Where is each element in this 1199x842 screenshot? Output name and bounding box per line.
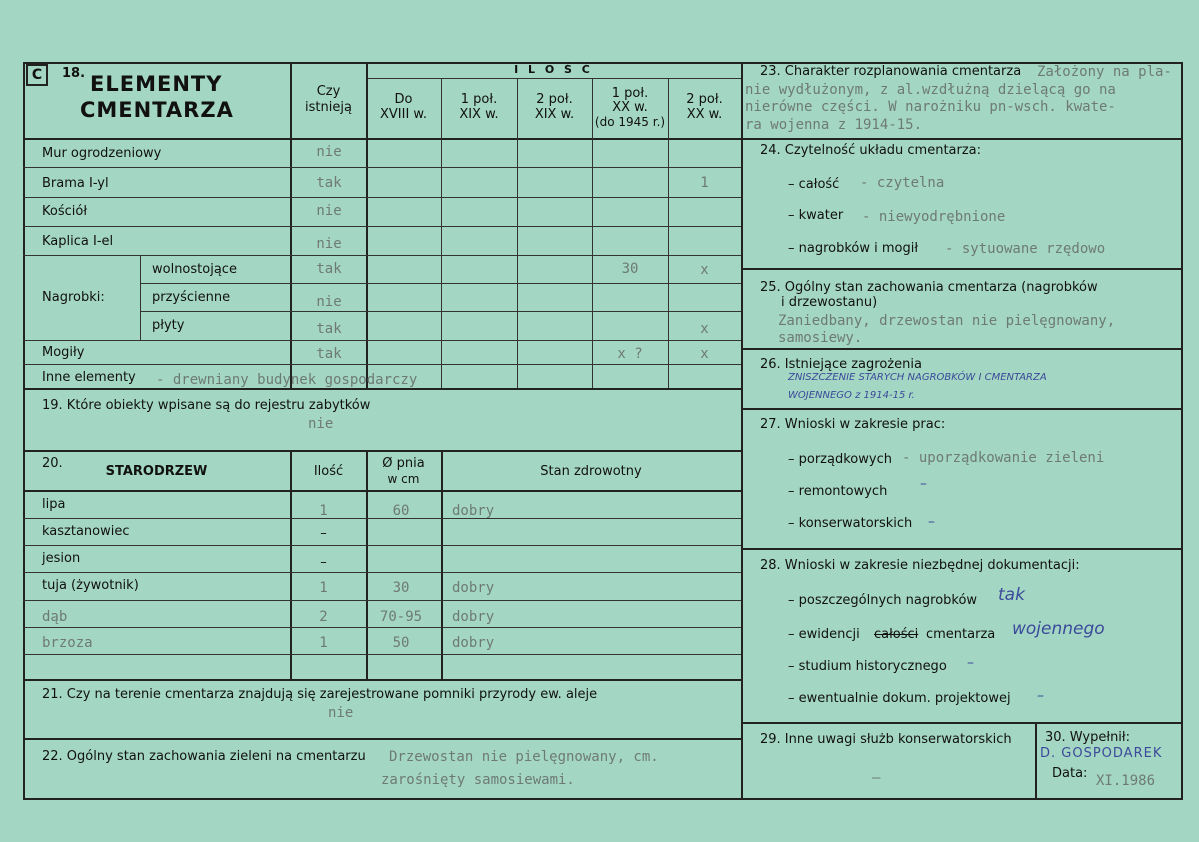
divider [23,138,741,140]
field-value: x [700,262,709,278]
row-label: Kościół [42,204,88,219]
tree-condition: dobry [452,503,495,519]
handwritten-value: – [928,514,935,530]
field-value: 30 [621,261,639,277]
field-value: - sytuowane rzędowo [945,241,1106,257]
divider [517,78,518,388]
sub-label: – ewidencji [788,627,860,642]
handwritten-value: – [920,476,927,492]
sub-label: – całość [788,177,840,192]
divider [741,722,1183,724]
sub-label: cmentarza [926,627,996,642]
column-header: Stan zdrowotny [540,464,642,479]
divider [741,548,1183,550]
question-label: 27. Wnioski w zakresie prac: [760,417,946,432]
sub-label: – remontowych [788,484,888,499]
question-label: i drzewostanu) [781,295,878,310]
divider [741,268,1183,270]
divider [1035,722,1037,800]
tree-diameter: 30 [392,580,410,596]
column-header: Do [394,92,413,107]
field-value: zarośnięty samosiewami. [381,772,575,788]
handwritten-value: tak [998,585,1025,605]
column-header: 2 poł. [686,92,723,107]
row-label: Mur ogrodzeniowy [42,146,162,161]
tree-name: lipa [42,497,66,512]
field-value: tak [316,346,342,362]
field-value: - uporządkowanie zieleni [902,450,1105,466]
divider [23,600,741,601]
divider [23,226,741,227]
field-value: Drzewostan nie pielęgnowany, cm. [389,749,659,765]
tree-diameter: 70-95 [379,609,423,625]
field-value: nie [328,705,354,721]
divider [741,348,1183,350]
column-header: 2 poł. [536,92,573,107]
sub-label: – nagrobków i mogił [788,241,919,256]
handwritten-value: – [967,655,974,671]
field-value: – [872,770,881,786]
field-value: nie [308,416,334,432]
column-header: 1 poł. [460,92,498,107]
column-header: (do 1945 r.) [594,115,666,129]
tree-count: – [320,555,327,570]
field-value: - niewyodrębnione [862,209,1006,225]
field-value: nierówne części. W narożniku pn-wsch. kwate- [745,99,1116,115]
column-header: XVIII w. [379,107,427,122]
tree-name: jesion [42,551,81,566]
column-header: Ø pnia [382,456,425,471]
column-header: XX w. [612,100,648,115]
question-label: 28. Wnioski w zakresie niezbędnej dokumentacji: [760,558,1080,573]
row-label: przyścienne [152,290,231,305]
handwritten-value: ZNISZCZENIE STARYCH NAGROBKÓW I CMENTARZA [788,372,1047,383]
row-label: Nagrobki: [42,290,105,305]
divider [23,679,741,681]
column-header: XIX w. [459,107,499,122]
divider [23,388,741,390]
divider [140,255,141,340]
divider [23,167,741,168]
tree-name: brzoza [42,635,93,651]
column-header: XX w. [686,107,723,122]
field-value: nie wydłużonym, z al.wzdłużną dzielącą go na [745,82,1116,98]
row-label: płyty [152,318,185,333]
section-number: 20. [42,456,63,471]
sub-label: – kwater [788,208,844,223]
column-header: Czy [316,84,341,99]
divider [366,78,741,79]
tree-diameter: 60 [392,503,410,519]
column-header: I L O Ś Ć [514,63,593,76]
divider [23,197,741,198]
handwritten-value: – [1037,688,1044,704]
tree-count: 2 [319,609,328,625]
tree-diameter: 50 [392,635,410,651]
question-label: 22. Ogólny stan zachowania zieleni na cmentarzu [42,749,366,764]
row-label: Brama I-yl [42,176,109,191]
divider [441,78,442,388]
question-label: 29. Inne uwagi służb konserwatorskich [760,732,1012,747]
divider [23,627,741,628]
field-value: x [700,321,709,337]
tree-name: kasztanowiec [42,524,130,539]
divider [441,450,443,679]
section-number: 18. [62,66,86,81]
divider [23,450,741,452]
handwritten-value: wojennego [1012,619,1105,639]
section-title: CMENTARZA [80,98,234,122]
tree-name: dąb [42,609,68,625]
question-label: 30. Wypełnił: [1045,730,1130,745]
field-value: ra wojenna z 1914-15. [745,117,923,133]
column-header: XIX w. [534,107,575,122]
field-value: nie [316,144,342,160]
divider [741,138,1183,140]
field-value: nie [316,236,342,252]
date-value: XI.1986 [1096,773,1156,789]
field-value: x [700,346,709,362]
field-value: tak [316,261,342,277]
divider [23,255,741,256]
divider [23,572,741,573]
row-label: Mogiły [42,345,85,360]
section-title: ELEMENTY [90,72,223,96]
tree-name: tuja (żywotnik) [42,578,139,593]
divider [140,311,741,312]
sub-label: – poszczególnych nagrobków [788,593,978,608]
tree-count: 1 [319,635,328,651]
tree-count: 1 [319,503,328,519]
field-value: Założony na pla- [1037,64,1172,80]
handwritten-value: WOJENNEGO z 1914-15 r. [788,390,915,401]
tree-condition: dobry [452,580,495,596]
field-value: - czytelna [860,175,945,191]
field-value: 1 [700,175,709,191]
section-letter-box: C [26,64,48,86]
column-header: 1 poł. [611,86,649,101]
row-label: wolnostojące [152,262,237,277]
sub-label: – ewentualnie dokum. projektowej [788,691,1011,706]
question-label: 19. Które obiekty wpisane są do rejestru zabytków [42,398,371,413]
question-label: 25. Ogólny stan zachowania cmentarza (nagrobków [760,280,1098,295]
field-value: - drewniany budynek gospodarczy [156,372,418,388]
row-label: Kaplica I-el [42,234,114,249]
tree-condition: dobry [452,635,495,651]
divider [741,62,743,800]
tree-condition: dobry [452,609,495,625]
field-value: nie [316,294,342,310]
divider [23,490,741,492]
divider [23,545,741,546]
sub-label: – studium historycznego [788,659,947,674]
field-value: x ? [617,346,643,362]
column-header: Ilość [313,464,344,479]
divider [23,654,741,655]
handwritten-signature: D. GOSPODAREK [1040,746,1163,761]
tree-count: – [320,526,327,541]
date-label: Data: [1052,766,1088,781]
struck-word: całości [874,627,919,642]
field-value: tak [316,175,342,191]
field-value: Zaniedbany, drzewostan nie pielęgnowany, [778,313,1116,329]
question-label: 23. Charakter rozplanowania cmentarza [760,64,1022,79]
section-title: STARODRZEW [105,464,208,479]
column-header: istnieją [305,100,352,115]
question-label: 21. Czy na terenie cmentarza znajdują się zarejestrowane pomniki przyrody ew. aleje [42,687,598,702]
sub-label: – porządkowych [788,452,892,467]
divider [23,738,741,740]
divider [23,340,741,341]
divider [23,364,741,365]
question-label: 26. Istniejące zagrożenia [760,357,922,372]
field-value: nie [316,203,342,219]
tree-count: 1 [319,580,328,596]
sub-label: – konserwatorskich [788,516,913,531]
field-value: samosiewy. [778,330,863,346]
column-header: w cm [387,472,420,486]
divider [140,283,741,284]
question-label: 24. Czytelność układu cmentarza: [760,143,982,158]
divider [741,408,1183,410]
field-value: tak [316,321,342,337]
row-label: Inne elementy [42,370,136,385]
divider [668,78,669,388]
